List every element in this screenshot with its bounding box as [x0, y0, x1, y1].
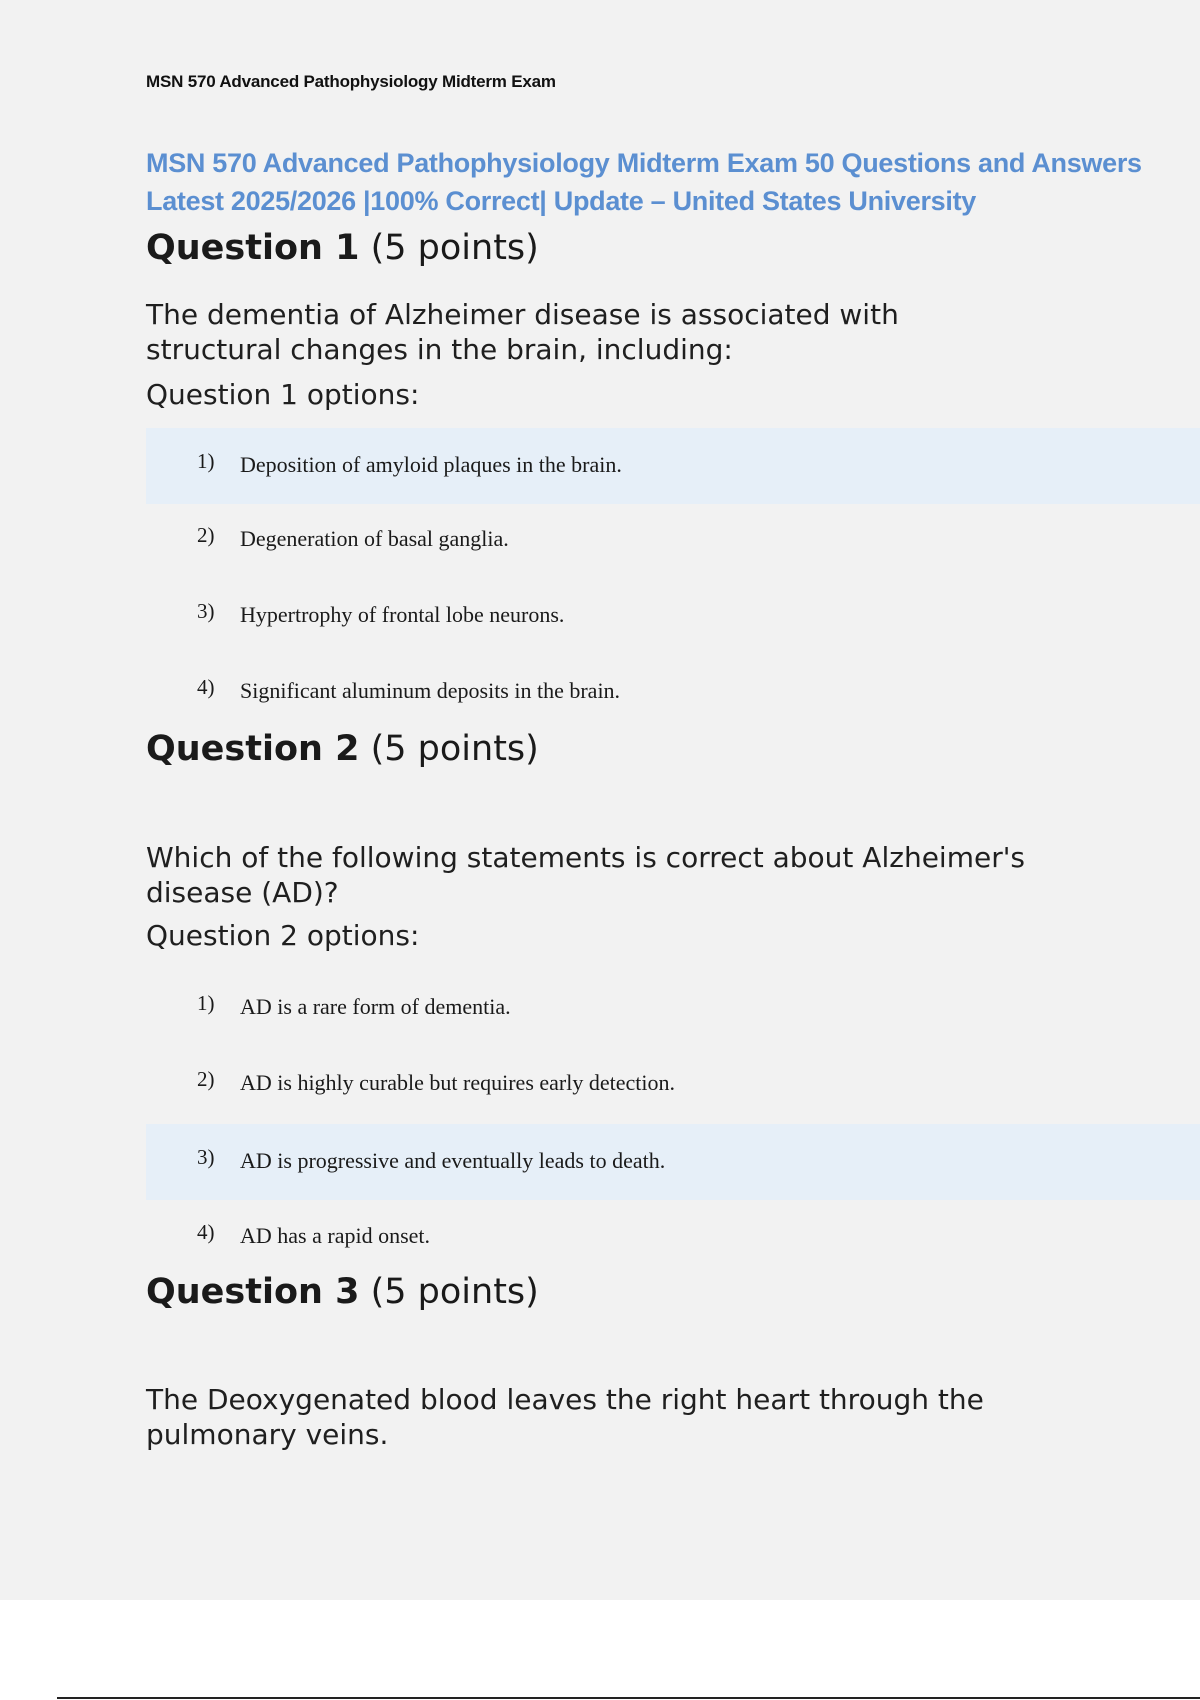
option-number: 2)	[197, 1067, 215, 1091]
question-1-options-label: Question 1 options:	[146, 378, 420, 411]
question-1-points: (5 points)	[370, 228, 539, 268]
option-number: 2)	[197, 523, 215, 547]
question-2-text-line-2: disease (AD)?	[146, 876, 339, 909]
running-header: MSN 570 Advanced Pathophysiology Midterm Exam	[146, 72, 556, 91]
question-1-heading	[146, 228, 539, 268]
option-number: 1)	[197, 991, 215, 1015]
question-1-title: Question 1	[146, 228, 360, 268]
option-text: AD is a rare form of dementia.	[240, 994, 511, 1019]
option-number: 4)	[197, 675, 215, 699]
question-2-title: Question 2	[146, 729, 360, 769]
document-title-line-1: MSN 570 Advanced Pathophysiology Midterm Exam 50 Questions and Answers	[146, 148, 1142, 178]
question-3-title: Question 3	[146, 1272, 360, 1312]
option-number: 3)	[197, 1145, 215, 1169]
question-1-option-1[interactable]	[146, 428, 1200, 504]
option-text: AD is progressive and eventually leads to death.	[240, 1148, 666, 1173]
question-1-option-3[interactable]	[146, 578, 1200, 654]
option-number: 1)	[197, 449, 215, 473]
question-2-option-4[interactable]	[146, 1199, 1200, 1275]
option-number: 4)	[197, 1220, 215, 1244]
question-2-options-label: Question 2 options:	[146, 919, 420, 952]
option-text: Deposition of amyloid plaques in the brain.	[240, 452, 622, 477]
question-1-option-2[interactable]	[146, 502, 1200, 578]
footer-rule	[57, 1697, 1200, 1699]
question-2-option-1[interactable]	[146, 970, 1200, 1046]
question-2-option-3[interactable]	[146, 1124, 1200, 1200]
question-3-heading	[146, 1272, 539, 1312]
question-2-points: (5 points)	[370, 729, 539, 769]
question-2-option-2[interactable]	[146, 1046, 1200, 1122]
question-2-text-line-1: Which of the following statements is correct about Alzheimer's	[146, 841, 1025, 874]
question-3-text-line-1: The Deoxygenated blood leaves the right heart through the	[146, 1383, 984, 1416]
document-title-line-2: Latest 2025/2026 |100% Correct| Update – United States University	[146, 186, 976, 216]
question-3-points: (5 points)	[370, 1272, 539, 1312]
question-1-text-line-2: structural changes in the brain, including:	[146, 333, 733, 366]
question-3-text-line-2: pulmonary veins.	[146, 1418, 389, 1451]
option-text: Significant aluminum deposits in the brain.	[240, 678, 621, 703]
question-1-option-4[interactable]	[146, 654, 1200, 730]
option-text: AD has a rapid onset.	[240, 1223, 431, 1248]
option-text: AD is highly curable but requires early detection.	[240, 1070, 675, 1095]
question-2-heading	[146, 729, 539, 769]
option-number: 3)	[197, 599, 215, 623]
option-text: Degeneration of basal ganglia.	[240, 526, 509, 551]
question-1-text-line-1: The dementia of Alzheimer disease is associated with	[146, 298, 899, 331]
option-text: Hypertrophy of frontal lobe neurons.	[240, 602, 565, 627]
